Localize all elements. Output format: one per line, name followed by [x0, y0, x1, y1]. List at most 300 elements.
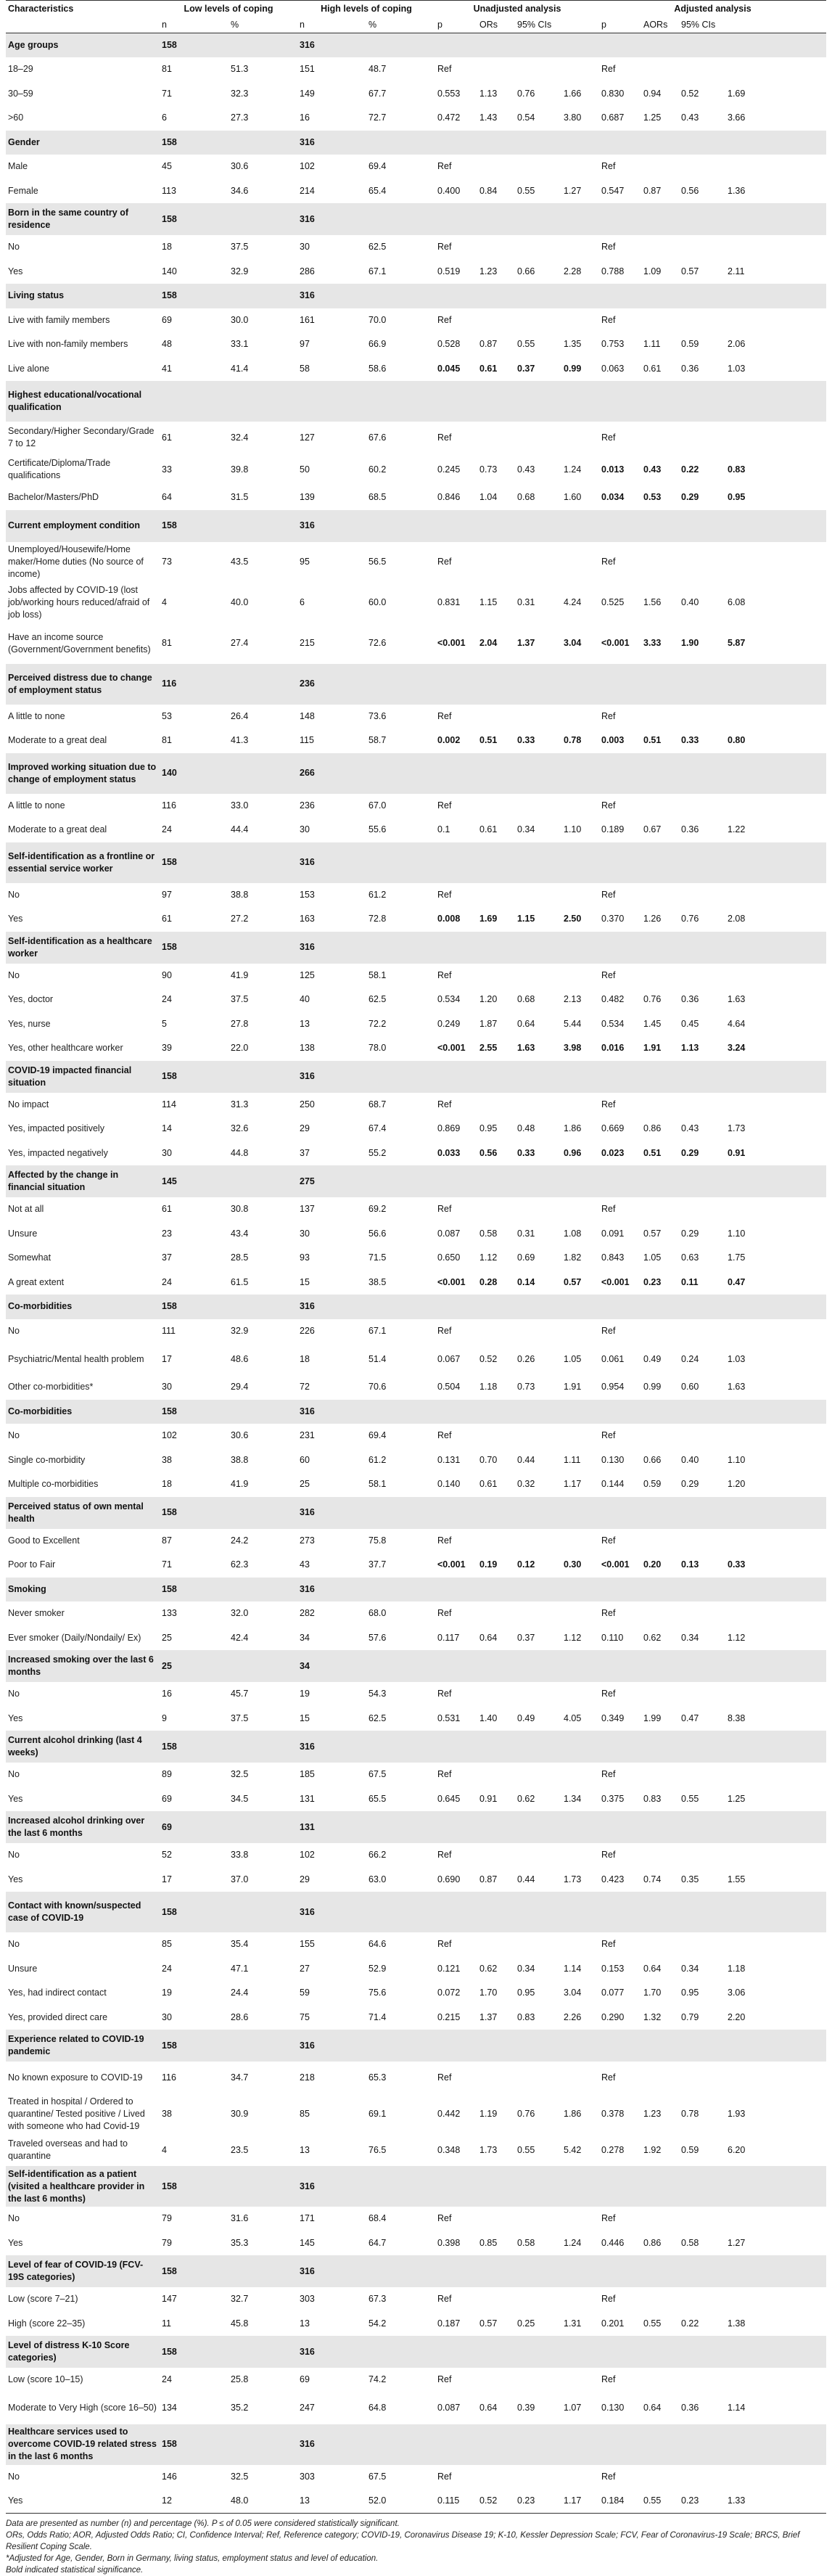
table-cell: 79 — [160, 2231, 228, 2256]
table-cell: 34 — [297, 1626, 366, 1651]
table-cell: 114 — [160, 1093, 228, 1117]
table-cell: Ref — [599, 1601, 641, 1626]
table-cell — [228, 1295, 297, 1319]
table-cell: 0.400 — [435, 179, 477, 204]
table-cell: 30.6 — [228, 1424, 297, 1448]
table-cell: 145 — [297, 2231, 366, 2256]
table-cell: 316 — [297, 932, 366, 964]
table-cell: 1.18 — [477, 1375, 515, 1400]
table-cell: 163 — [297, 907, 366, 932]
table-cell: 0.40 — [679, 1448, 725, 1473]
table-cell: 24 — [160, 988, 228, 1012]
table-cell: 316 — [297, 1578, 366, 1602]
table-cell: 133 — [160, 1601, 228, 1626]
group-label: COVID-19 impacted financial situation — [6, 1061, 160, 1093]
table-cell: 58.7 — [366, 729, 435, 753]
table-cell: 0.43 — [679, 1117, 725, 1141]
table-cell — [561, 883, 599, 908]
table-row — [6, 57, 826, 82]
category-label: High (score 22–35) — [6, 2312, 160, 2337]
table-cell — [679, 753, 725, 794]
table-cell — [477, 753, 515, 794]
table-cell — [477, 842, 515, 883]
table-cell — [679, 1650, 725, 1682]
table-cell: 102 — [297, 1843, 366, 1868]
table-cell — [725, 2166, 826, 2207]
table-cell: 0.278 — [599, 2134, 641, 2166]
category-label: No — [6, 1682, 160, 1707]
group-label: Highest educational/vocational qualification — [6, 381, 160, 422]
table-cell — [228, 284, 297, 308]
table-row — [6, 260, 826, 284]
table-cell: 1.55 — [725, 1868, 826, 1892]
table-cell — [641, 1165, 679, 1197]
table-cell — [477, 1578, 515, 1602]
table-cell — [641, 2255, 679, 2287]
table-cell: 67.1 — [366, 260, 435, 284]
table-cell: 32.4 — [228, 422, 297, 454]
table-cell: 1.08 — [561, 1222, 599, 1247]
table-cell: 0.55 — [679, 1787, 725, 1812]
table-cell — [366, 131, 435, 155]
table-cell — [679, 131, 725, 155]
table-cell: 33 — [160, 454, 228, 485]
table-cell: 41 — [160, 357, 228, 382]
table-cell: 140 — [160, 260, 228, 284]
table-cell — [561, 1650, 599, 1682]
table-cell: Ref — [435, 308, 477, 333]
table-cell: 71.4 — [366, 2006, 435, 2030]
table-cell — [561, 203, 599, 235]
table-cell: 52 — [160, 1843, 228, 1868]
table-row — [6, 1271, 826, 1295]
group-header-row — [6, 381, 826, 422]
table-cell: 13 — [297, 2134, 366, 2166]
table-cell: 58.6 — [366, 357, 435, 382]
table-cell: 18 — [160, 235, 228, 260]
table-cell: 2.26 — [561, 2006, 599, 2030]
table-cell: 0.349 — [599, 1707, 641, 1731]
table-cell: 275 — [297, 1165, 366, 1197]
table-row — [6, 2368, 826, 2392]
table-cell: 17 — [160, 1343, 228, 1375]
table-cell — [366, 1400, 435, 1424]
table-cell: 45.7 — [228, 1682, 297, 1707]
category-label: Certificate/Diploma/Trade qualifications — [6, 454, 160, 485]
table-cell: Ref — [435, 1319, 477, 1344]
table-cell: 2.50 — [561, 907, 599, 932]
group-header-row — [6, 2166, 826, 2207]
table-cell: 0.45 — [679, 1012, 725, 1037]
table-cell: 87 — [160, 1529, 228, 1554]
table-cell: 19 — [297, 1682, 366, 1707]
table-cell — [725, 1529, 826, 1554]
table-row — [6, 1036, 826, 1061]
table-cell: 273 — [297, 1529, 366, 1554]
table-cell — [515, 705, 561, 729]
table-cell: 0.023 — [599, 1141, 641, 1166]
table-cell: 0.22 — [679, 454, 725, 485]
table-cell — [477, 2062, 515, 2093]
table-cell — [641, 2465, 679, 2490]
table-cell: 0.033 — [435, 1141, 477, 1166]
table-cell: 0.11 — [679, 1271, 725, 1295]
table-row — [6, 1319, 826, 1344]
table-cell: 0.76 — [515, 2093, 561, 2134]
table-cell: 13 — [297, 1012, 366, 1037]
table-cell: 158 — [160, 510, 228, 542]
table-cell — [561, 932, 599, 964]
table-cell — [515, 422, 561, 454]
table-cell: 37.7 — [366, 1553, 435, 1578]
table-cell — [515, 932, 561, 964]
table-cell — [477, 2166, 515, 2207]
table-cell: 1.63 — [725, 1375, 826, 1400]
table-row — [6, 583, 826, 623]
group-label: Self-identification as a frontline or essential service worker — [6, 842, 160, 883]
table-cell: 35.3 — [228, 2231, 297, 2256]
table-cell: 0.61 — [477, 818, 515, 842]
table-cell: 1.26 — [641, 907, 679, 932]
group-label: Co-morbidities — [6, 1295, 160, 1319]
table-cell — [228, 753, 297, 794]
table-cell: Ref — [599, 235, 641, 260]
table-cell: 0.33 — [515, 1141, 561, 1166]
table-cell: 3.80 — [561, 106, 599, 131]
table-cell: 0.87 — [477, 1868, 515, 1892]
category-label: Male — [6, 155, 160, 179]
table-row — [6, 1601, 826, 1626]
category-label: Yes — [6, 1868, 160, 1892]
table-cell: 34.5 — [228, 1787, 297, 1812]
table-cell: 34.7 — [228, 2062, 297, 2093]
table-cell — [515, 1424, 561, 1448]
table-cell — [477, 542, 515, 583]
category-label: No — [6, 1843, 160, 1868]
table-cell — [641, 2030, 679, 2062]
header-sub-cell — [725, 17, 826, 33]
table-cell — [641, 284, 679, 308]
table-row — [6, 1117, 826, 1141]
table-cell — [561, 2166, 599, 2207]
table-cell — [366, 2255, 435, 2287]
table-cell — [679, 2336, 725, 2368]
group-label: Born in the same country of residence — [6, 203, 160, 235]
table-cell: 85 — [297, 2093, 366, 2134]
table-cell: 55.6 — [366, 818, 435, 842]
table-cell — [561, 1319, 599, 1344]
table-cell — [477, 1731, 515, 1763]
header-sub-cell: n — [160, 17, 228, 33]
table-cell: Ref — [599, 1093, 641, 1117]
table-cell — [366, 1892, 435, 1932]
table-cell: 30 — [297, 818, 366, 842]
table-cell — [477, 203, 515, 235]
table-cell: 95 — [297, 542, 366, 583]
table-cell: 148 — [297, 705, 366, 729]
table-cell — [477, 794, 515, 819]
category-label: Moderate to a great deal — [6, 818, 160, 842]
table-cell: 28.6 — [228, 2006, 297, 2030]
table-cell: 62.5 — [366, 988, 435, 1012]
table-cell — [641, 131, 679, 155]
table-cell — [561, 794, 599, 819]
table-cell — [725, 842, 826, 883]
table-cell: 0.96 — [561, 1141, 599, 1166]
table-cell — [725, 964, 826, 988]
table-row — [6, 2207, 826, 2231]
table-cell — [599, 2424, 641, 2465]
table-cell — [641, 1763, 679, 1787]
table-cell: 30 — [160, 2006, 228, 2030]
table-cell — [297, 381, 366, 422]
group-header-row — [6, 2424, 826, 2465]
table-cell: 1.31 — [561, 2312, 599, 2337]
table-cell: Ref — [435, 1763, 477, 1787]
table-cell: 0.645 — [435, 1787, 477, 1812]
table-cell — [561, 842, 599, 883]
table-cell: 158 — [160, 1497, 228, 1529]
table-row — [6, 1448, 826, 1473]
table-cell: 51.4 — [366, 1343, 435, 1375]
group-header-row — [6, 932, 826, 964]
table-cell — [515, 33, 561, 58]
table-cell: 0.61 — [641, 357, 679, 382]
table-cell — [725, 2030, 826, 2062]
table-cell: 1.15 — [515, 907, 561, 932]
table-cell — [477, 1763, 515, 1787]
table-cell: 0.52 — [477, 1343, 515, 1375]
group-label: Level of fear of COVID-19 (FCV- 19S categories) — [6, 2255, 160, 2287]
table-cell: Ref — [599, 155, 641, 179]
table-cell: 75.6 — [366, 1981, 435, 2006]
table-cell: 1.15 — [477, 583, 515, 623]
table-cell: 137 — [297, 1197, 366, 1222]
table-cell: 146 — [160, 2465, 228, 2490]
table-cell — [561, 57, 599, 82]
table-cell — [366, 1578, 435, 1602]
table-cell: 5.42 — [561, 2134, 599, 2166]
table-cell: 0.423 — [599, 1868, 641, 1892]
table-cell — [679, 1601, 725, 1626]
table-cell — [725, 2336, 826, 2368]
table-cell — [725, 1601, 826, 1626]
table-cell — [477, 705, 515, 729]
table-cell: 147 — [160, 2287, 228, 2312]
table-cell: 0.13 — [679, 1553, 725, 1578]
table-cell — [679, 1932, 725, 1957]
table-cell — [366, 753, 435, 794]
table-cell: 0.59 — [679, 2134, 725, 2166]
table-row — [6, 794, 826, 819]
category-label: No impact — [6, 1093, 160, 1117]
table-cell: Ref — [435, 2368, 477, 2392]
table-cell — [435, 1892, 477, 1932]
table-cell: 158 — [160, 131, 228, 155]
table-cell: 58.1 — [366, 1472, 435, 1497]
category-label: Yes, had indirect contact — [6, 1981, 160, 2006]
table-cell — [641, 308, 679, 333]
table-cell: 29.4 — [228, 1375, 297, 1400]
category-label: 18–29 — [6, 57, 160, 82]
table-row — [6, 1707, 826, 1731]
table-cell: 25 — [160, 1626, 228, 1651]
table-cell — [725, 1731, 826, 1763]
table-cell — [561, 753, 599, 794]
table-cell — [725, 308, 826, 333]
table-cell: 2.13 — [561, 988, 599, 1012]
footnote: Data are presented as number (n) and percentage (%). P ≤ of 0.05 were considered statistically significant. — [6, 2519, 400, 2528]
table-cell — [515, 753, 561, 794]
table-cell: 1.32 — [641, 2006, 679, 2030]
table-cell — [679, 842, 725, 883]
table-cell: 0.20 — [641, 1553, 679, 1578]
table-cell — [515, 2062, 561, 2093]
table-cell — [366, 1165, 435, 1197]
table-cell — [435, 1061, 477, 1093]
table-cell — [641, 1295, 679, 1319]
table-cell — [725, 932, 826, 964]
table-cell: 60.2 — [366, 454, 435, 485]
group-header-row — [6, 1165, 826, 1197]
table-cell: <0.001 — [599, 1553, 641, 1578]
table-cell — [561, 664, 599, 705]
table-cell: 2.20 — [725, 2006, 826, 2030]
table-cell: 60 — [297, 1448, 366, 1473]
table-cell — [515, 284, 561, 308]
table-cell — [599, 33, 641, 58]
table-cell: 1.60 — [561, 485, 599, 510]
table-cell — [228, 842, 297, 883]
category-label: Never smoker — [6, 1601, 160, 1626]
table-row — [6, 454, 826, 485]
table-cell: 0.130 — [599, 2392, 641, 2424]
table-cell: 2.06 — [725, 332, 826, 357]
table-cell: 0.57 — [477, 2312, 515, 2337]
table-cell: 0.67 — [641, 818, 679, 842]
category-label: Yes, other healthcare worker — [6, 1036, 160, 1061]
category-label: Traveled overseas and had to quarantine — [6, 2134, 160, 2166]
category-label: Yes — [6, 2231, 160, 2256]
table-row — [6, 623, 826, 664]
table-cell — [561, 1165, 599, 1197]
table-cell — [515, 308, 561, 333]
table-cell: 0.55 — [641, 2312, 679, 2337]
table-cell — [561, 1843, 599, 1868]
table-cell — [641, 422, 679, 454]
table-cell: 41.3 — [228, 729, 297, 753]
category-label: Yes, doctor — [6, 988, 160, 1012]
table-cell — [561, 542, 599, 583]
table-cell: Ref — [599, 2062, 641, 2093]
table-cell — [679, 1497, 725, 1529]
table-row — [6, 235, 826, 260]
table-cell — [515, 1932, 561, 1957]
table-cell — [679, 794, 725, 819]
table-cell — [435, 2336, 477, 2368]
table-cell: 72.6 — [366, 623, 435, 664]
category-label: Single co-morbidity — [6, 1448, 160, 1473]
table-cell: 316 — [297, 2255, 366, 2287]
table-cell: 1.91 — [561, 1375, 599, 1400]
table-row — [6, 1472, 826, 1497]
table-cell — [366, 1650, 435, 1682]
header-sub-cell: 95% CIs — [515, 17, 561, 33]
table-cell: 69.2 — [366, 1197, 435, 1222]
table-cell: <0.001 — [435, 1036, 477, 1061]
table-cell: 140 — [160, 753, 228, 794]
table-cell — [515, 664, 561, 705]
table-cell — [561, 33, 599, 58]
table-cell — [679, 1763, 725, 1787]
table-cell: 53 — [160, 705, 228, 729]
table-cell: 0.76 — [679, 907, 725, 932]
table-cell — [435, 203, 477, 235]
table-cell: Ref — [599, 542, 641, 583]
table-cell — [641, 1650, 679, 1682]
table-cell — [561, 1197, 599, 1222]
table-cell: 0.84 — [477, 179, 515, 204]
table-cell: 149 — [297, 82, 366, 107]
table-cell: 5.87 — [725, 623, 826, 664]
table-row — [6, 818, 826, 842]
category-label: Unemployed/Housewife/Home maker/Home duties (No source of income) — [6, 542, 160, 583]
table-row — [6, 883, 826, 908]
table-cell — [679, 1892, 725, 1932]
table-cell: 0.687 — [599, 106, 641, 131]
table-cell — [228, 1497, 297, 1529]
table-cell: 158 — [160, 2166, 228, 2207]
table-cell: 0.843 — [599, 1246, 641, 1271]
table-cell: 0.83 — [515, 2006, 561, 2030]
table-cell: 0.144 — [599, 1472, 641, 1497]
table-cell: 0.14 — [515, 1271, 561, 1295]
category-label: No — [6, 1763, 160, 1787]
group-header-row — [6, 1811, 826, 1843]
table-cell: 48.6 — [228, 1343, 297, 1375]
table-cell — [477, 2368, 515, 2392]
table-cell — [679, 2062, 725, 2093]
table-cell — [515, 2424, 561, 2465]
table-cell — [477, 2207, 515, 2231]
table-cell — [641, 1497, 679, 1529]
category-label: Low (score 7–21) — [6, 2287, 160, 2312]
table-row — [6, 332, 826, 357]
table-cell: Ref — [435, 1682, 477, 1707]
table-cell: 0.44 — [515, 1448, 561, 1473]
table-cell: 1.93 — [725, 2093, 826, 2134]
table-cell: 316 — [297, 1400, 366, 1424]
table-cell — [679, 1529, 725, 1554]
table-cell — [515, 2368, 561, 2392]
table-cell: 1.34 — [561, 1787, 599, 1812]
table-cell — [725, 57, 826, 82]
table-cell: Ref — [435, 964, 477, 988]
table-cell: Ref — [435, 1197, 477, 1222]
table-cell — [725, 131, 826, 155]
table-row — [6, 1868, 826, 1892]
table-cell: 9 — [160, 1707, 228, 1731]
table-cell — [725, 1093, 826, 1117]
table-cell — [366, 2166, 435, 2207]
table-cell: 0.187 — [435, 2312, 477, 2337]
footnote: *Adjusted for Age, Gender, Born in Germany, living status, employment status and level of education. — [6, 2554, 379, 2563]
table-cell: 0.99 — [641, 1375, 679, 1400]
table-cell — [515, 1601, 561, 1626]
table-cell: 0.59 — [679, 332, 725, 357]
table-cell: Ref — [599, 1763, 641, 1787]
table-cell: 1.20 — [725, 1472, 826, 1497]
